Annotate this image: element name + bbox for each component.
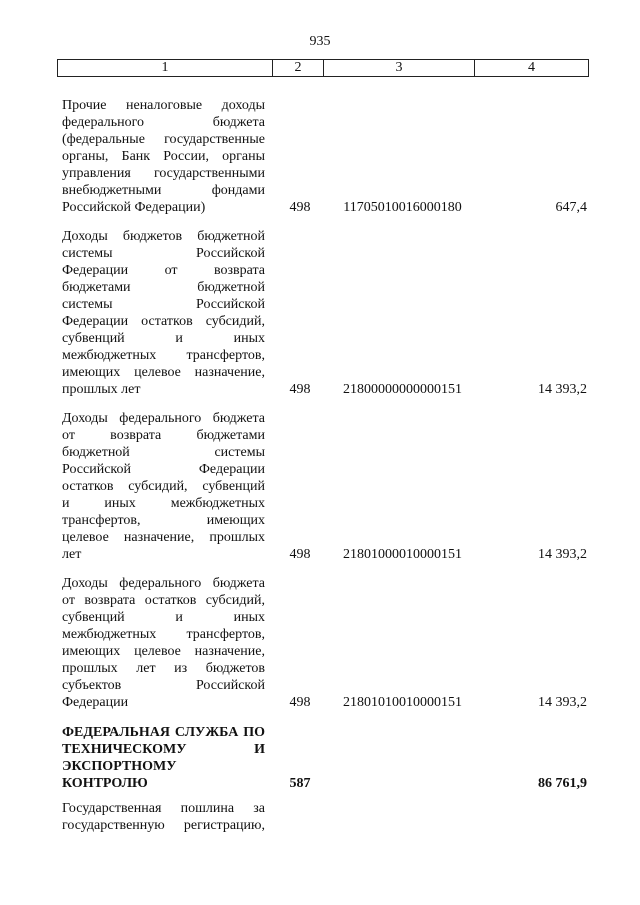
amount: 14 393,2 <box>538 547 587 562</box>
description-line: от возврата остатков субсидий, <box>62 593 265 608</box>
description-line: федерального бюджета <box>62 115 265 130</box>
row-description <box>62 800 265 834</box>
row-description <box>62 724 265 792</box>
header-col-2: 2 <box>294 60 302 75</box>
description-line: ФЕДЕРАЛЬНАЯ СЛУЖБА ПО <box>62 725 265 740</box>
description-line: (федеральные государственные <box>62 132 265 147</box>
admin-code: 498 <box>289 200 311 215</box>
description-line: КОНТРОЛЮ <box>62 776 148 791</box>
description-line: и иных межбюджетных <box>62 496 265 511</box>
row-description <box>62 575 265 711</box>
description-line: межбюджетных трансфертов, <box>62 627 265 642</box>
description-line: Российской Федерации) <box>62 200 206 215</box>
description-line: государственную регистрацию, <box>62 818 265 833</box>
amount: 14 393,2 <box>538 695 587 710</box>
admin-code: 587 <box>289 776 311 791</box>
budget-code: 11705010016000180 <box>343 200 462 215</box>
amount: 86 761,9 <box>538 776 587 791</box>
description-line: трансфертов, имеющих <box>62 513 265 528</box>
header-col-4: 4 <box>528 60 535 75</box>
table-header <box>57 59 589 77</box>
description-line: ТЕХНИЧЕСКОМУ И <box>62 742 265 757</box>
description-line: межбюджетных трансфертов, <box>62 348 265 363</box>
description-line: Доходы бюджетов бюджетной <box>62 229 265 244</box>
budget-code: 21800000000000151 <box>343 382 462 397</box>
description-line: субъектов Российской <box>62 678 265 693</box>
description-line: субвенций и иных <box>62 331 265 346</box>
budget-code: 21801000010000151 <box>343 547 462 562</box>
description-line: от возврата бюджетами <box>62 428 265 443</box>
row-description <box>62 97 265 216</box>
description-line: бюджетной системы <box>62 445 265 460</box>
description-line: органы, Банк России, органы <box>62 149 265 164</box>
description-line: Российской Федерации <box>62 462 265 477</box>
row-description <box>62 410 265 563</box>
description-line: внебюджетными фондами <box>62 183 265 198</box>
description-line: системы Российской <box>62 246 265 261</box>
amount: 647,4 <box>555 200 587 215</box>
description-line: субвенций и иных <box>62 610 265 625</box>
description-line: Доходы федерального бюджета <box>62 411 265 426</box>
admin-code: 498 <box>289 547 311 562</box>
description-line: целевое назначение, прошлых <box>62 530 265 545</box>
header-col-3: 3 <box>395 60 403 75</box>
budget-code: 21801010010000151 <box>343 695 462 710</box>
description-line: остатков субсидий, субвенций <box>62 479 265 494</box>
description-line: ЭКСПОРТНОМУ <box>62 759 177 774</box>
row-description <box>62 228 265 398</box>
admin-code: 498 <box>289 695 311 710</box>
page-number: 935 <box>309 34 331 49</box>
amount: 14 393,2 <box>538 382 587 397</box>
description-line: лет <box>62 547 82 562</box>
description-line: бюджетами бюджетной <box>62 280 265 295</box>
description-line: Федерации <box>62 695 129 710</box>
description-line: прошлых лет из бюджетов <box>62 661 265 676</box>
header-col-1: 1 <box>161 60 169 75</box>
description-line: имеющих целевое назначение, <box>62 644 265 659</box>
description-line: управления государственными <box>62 166 265 181</box>
description-line: системы Российской <box>62 297 265 312</box>
description-line: Федерации остатков субсидий, <box>62 314 265 329</box>
description-line: Федерации от возврата <box>62 263 265 278</box>
description-line: прошлых лет <box>62 382 141 397</box>
description-line: имеющих целевое назначение, <box>62 365 265 380</box>
description-line: Прочие неналоговые доходы <box>62 98 265 113</box>
description-line: Государственная пошлина за <box>62 801 265 816</box>
description-line: Доходы федерального бюджета <box>62 576 265 591</box>
admin-code: 498 <box>289 382 311 397</box>
